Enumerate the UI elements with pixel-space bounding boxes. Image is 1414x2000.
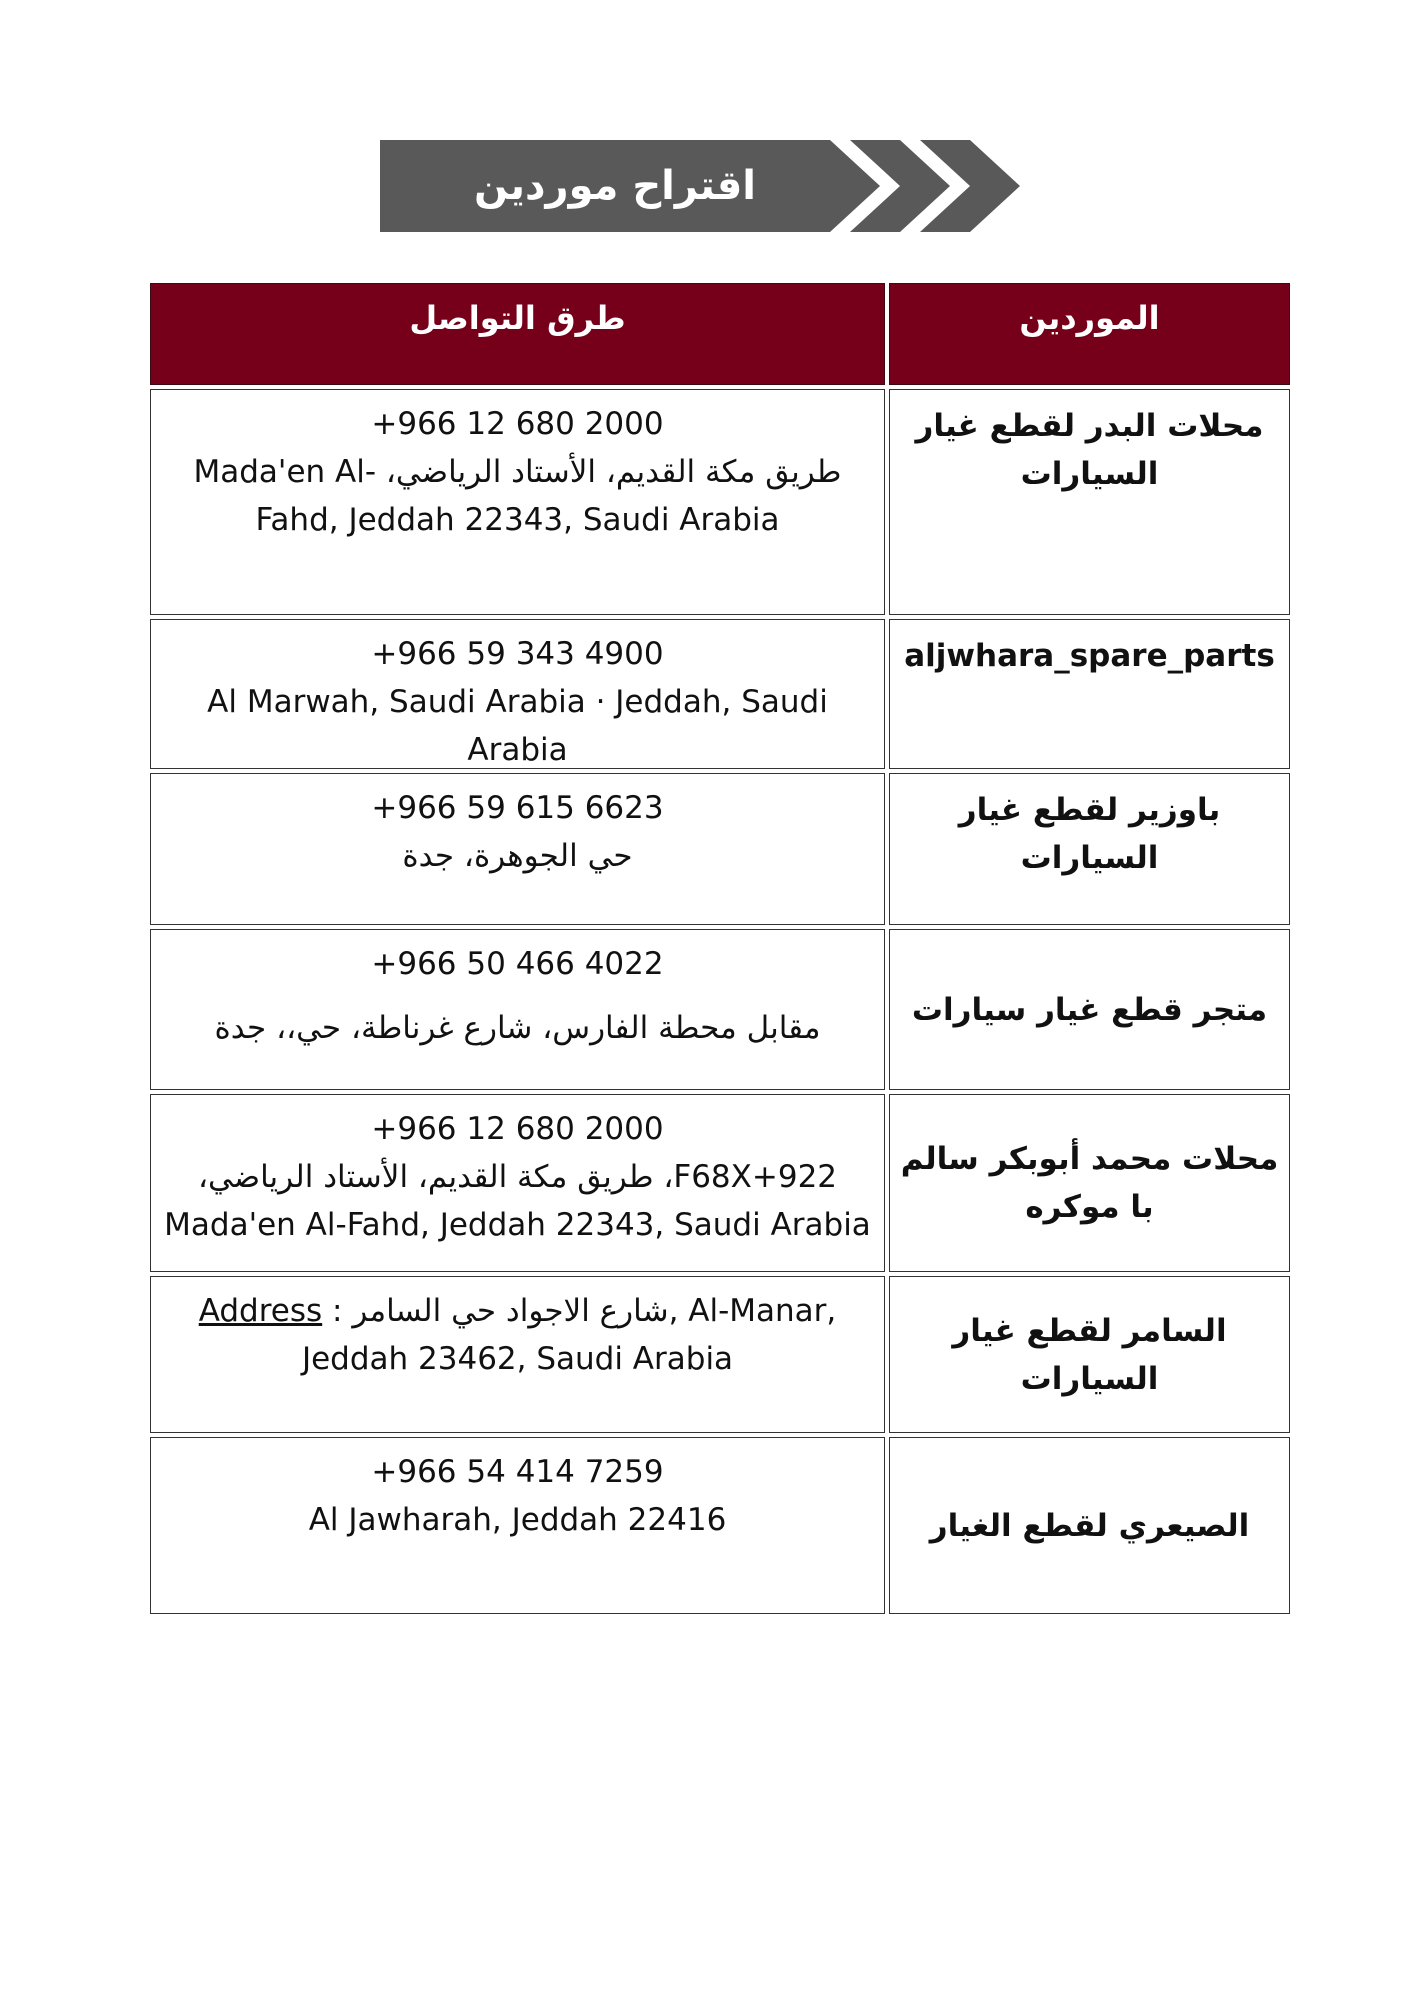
contact-info bbox=[150, 389, 885, 615]
phone-number: +966 59 615 6623 bbox=[371, 790, 664, 826]
supplier-name: الصيعري لقطع الغيار bbox=[889, 1437, 1290, 1614]
section-banner bbox=[380, 140, 1060, 232]
contact-info bbox=[150, 1437, 885, 1614]
supplier-name: محلات البدر لقطع غيار السيارات bbox=[889, 389, 1290, 615]
address-line: Al Jawharah, Jeddah 22416 bbox=[308, 1502, 727, 1538]
supplier-name: السامر لقطع غيار السيارات bbox=[889, 1276, 1290, 1433]
table-header-row bbox=[150, 283, 1290, 385]
address-line: Al Marwah, Saudi Arabia · Jeddah, Saudi Arabia bbox=[207, 684, 828, 768]
address-line: F68X+922، طريق مكة القديم، الأستاد الرياضي، bbox=[197, 1159, 838, 1195]
contact-info bbox=[150, 1276, 885, 1433]
contact-info bbox=[150, 1094, 885, 1272]
supplier-name: باوزير لقطع غيار السيارات bbox=[889, 773, 1290, 925]
address-line bbox=[163, 1287, 872, 1335]
suppliers-table bbox=[150, 283, 1290, 1618]
table-row bbox=[150, 929, 1290, 1090]
phone-number: +966 50 466 4022 bbox=[371, 946, 664, 982]
address-label: Address bbox=[198, 1293, 323, 1329]
header-contact: طرق التواصل bbox=[150, 283, 885, 385]
table-row bbox=[150, 773, 1290, 925]
supplier-name: محلات محمد أبوبكر سالم با موكره bbox=[889, 1094, 1290, 1272]
phone-number: +966 12 680 2000 bbox=[371, 1111, 664, 1147]
table-row bbox=[150, 619, 1290, 769]
address-line: Fahd, Jeddah 22343, Saudi Arabia bbox=[255, 502, 780, 538]
phone-number: +966 54 414 7259 bbox=[371, 1454, 664, 1490]
contact-info bbox=[150, 773, 885, 925]
phone-number: +966 12 680 2000 bbox=[371, 406, 664, 442]
contact-info bbox=[150, 619, 885, 769]
address-line: Jeddah 23462, Saudi Arabia bbox=[301, 1341, 734, 1377]
address-text: : شارع الاجواد حي السامر, Al-Manar, bbox=[332, 1293, 837, 1329]
page-title: اقتراح موردين bbox=[474, 163, 756, 209]
address-line: مقابل محطة الفارس، شارع غرناطة، حي،، جدة bbox=[214, 1010, 821, 1046]
header-suppliers: الموردين bbox=[889, 283, 1290, 385]
phone-number: +966 59 343 4900 bbox=[371, 636, 664, 672]
address-line: Mada'en Al-Fahd, Jeddah 22343, Saudi Arabia bbox=[164, 1207, 871, 1243]
table-row bbox=[150, 1094, 1290, 1272]
supplier-name: متجر قطع غيار سيارات bbox=[889, 929, 1290, 1090]
table-row bbox=[150, 389, 1290, 615]
address-line: حي الجوهرة، جدة bbox=[402, 838, 633, 874]
contact-info bbox=[150, 929, 885, 1090]
table-row bbox=[150, 1276, 1290, 1433]
supplier-name: aljwhara_spare_parts bbox=[889, 619, 1290, 769]
table-row bbox=[150, 1437, 1290, 1614]
address-line: طريق مكة القديم، الأستاد الرياضي، -Mada'en Al bbox=[193, 454, 842, 490]
